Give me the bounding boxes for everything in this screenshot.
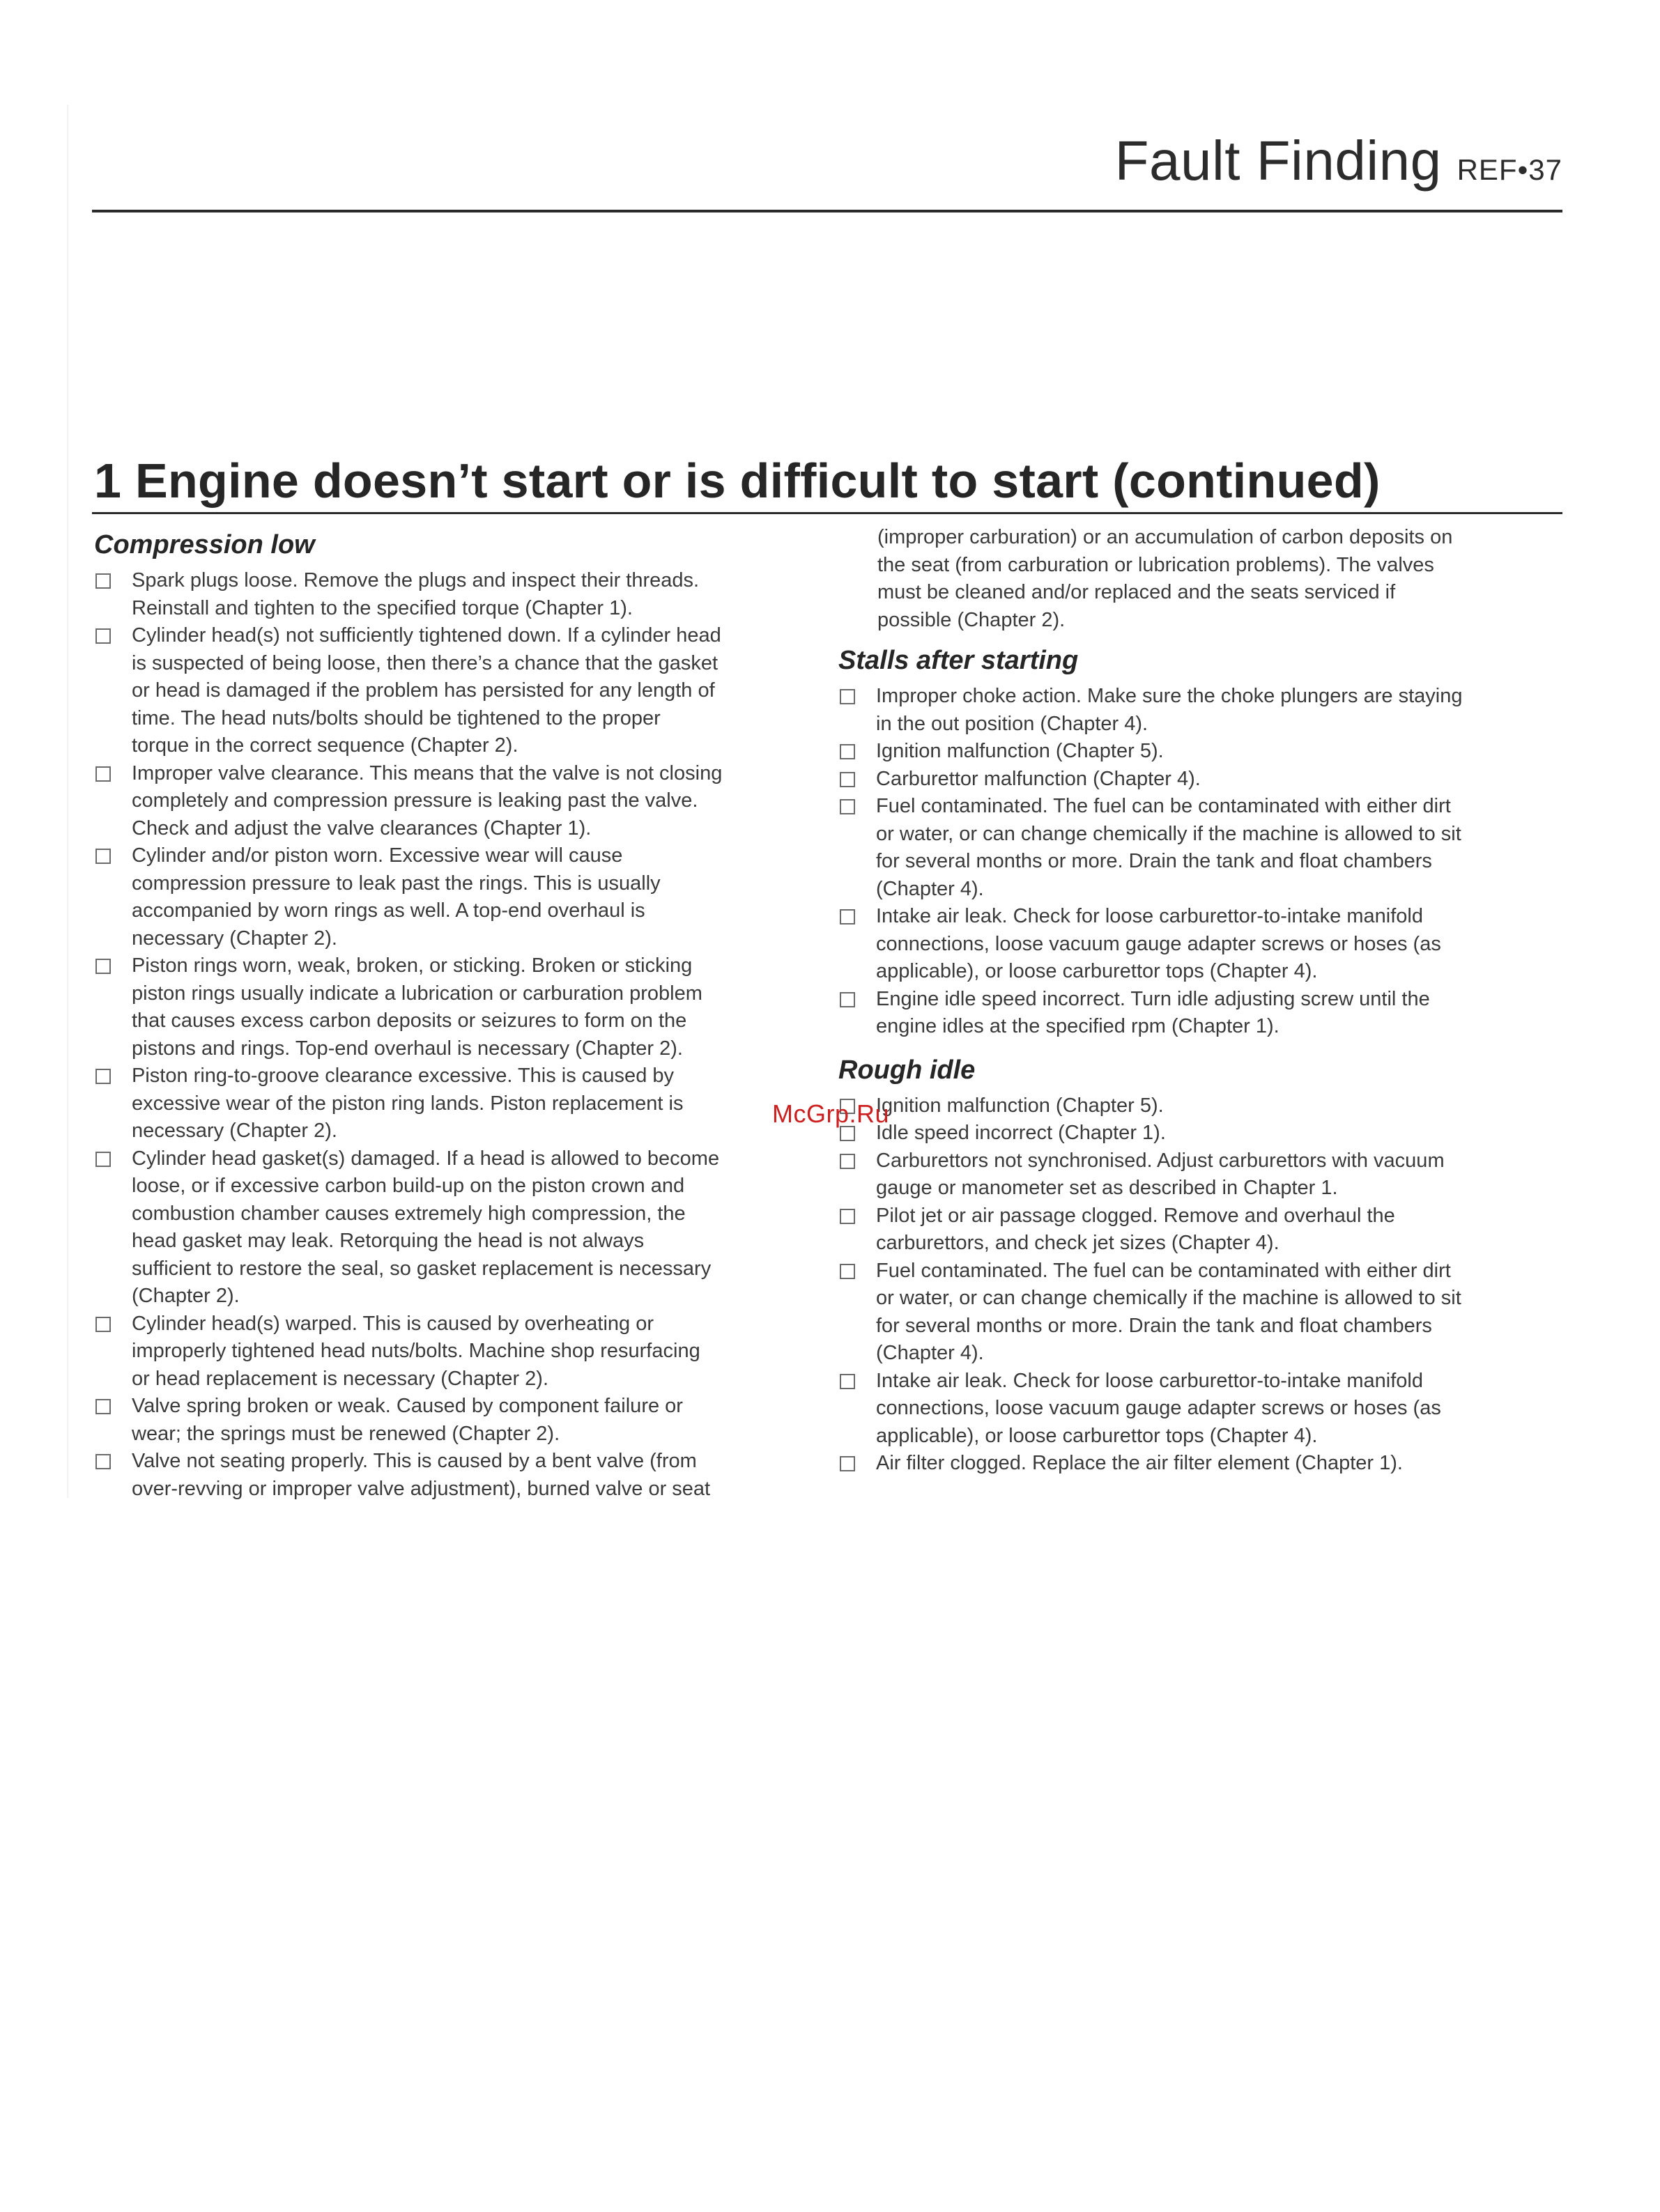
checklist-item <box>94 1393 812 1448</box>
text-line: excessive wear of the piston ring lands. Piston replacement is <box>132 1092 684 1115</box>
checklist-item-text <box>132 1062 812 1145</box>
checklist-item <box>838 766 1563 794</box>
checklist-item <box>838 1258 1563 1368</box>
right-sections <box>838 644 1563 1478</box>
checklist-item <box>838 793 1563 903</box>
subheading-stalls-after-starting: Stalls after starting <box>838 646 1079 675</box>
text-line: (improper carburation) or an accumulation of carbon deposits on <box>877 526 1453 548</box>
text-line: Idle speed incorrect (Chapter 1). <box>876 1122 1166 1144</box>
checklist-item-text <box>876 903 1563 986</box>
continued-paragraph <box>838 524 1563 634</box>
text-line: necessary (Chapter 2). <box>132 927 337 950</box>
text-line: time. The head nuts/bolts should be tightened to the proper <box>132 706 661 729</box>
text-line: engine idles at the specified rpm (Chapter 1). <box>876 1015 1279 1037</box>
text-line: Intake air leak. Check for loose carburettor-to-intake manifold <box>876 1369 1423 1392</box>
checklist-item <box>838 683 1563 738</box>
text-line: connections, loose vacuum gauge adapter screws or hoses (as <box>876 932 1441 955</box>
checkbox-icon[interactable] <box>95 573 111 589</box>
checkbox-icon[interactable] <box>95 849 111 864</box>
checklist-item-text <box>132 1145 812 1310</box>
checklist-rough-idle <box>838 1092 1563 1478</box>
text-line: in the out position (Chapter 4). <box>876 712 1148 735</box>
text-line: Cylinder head(s) warped. This is caused by overheating or <box>132 1312 654 1335</box>
checklist-item-text <box>876 766 1563 794</box>
checkbox-icon[interactable] <box>95 628 111 644</box>
text-line: Intake air leak. Check for loose carburettor-to-intake manifold <box>876 905 1423 927</box>
checklist-item-text <box>876 1147 1563 1202</box>
checklist-item <box>838 986 1563 1041</box>
checklist-item <box>94 1062 812 1145</box>
watermark: McGrp.Ru <box>772 1099 890 1128</box>
text-line: Cylinder and/or piston worn. Excessive wear will cause <box>132 844 623 867</box>
checklist-item-text <box>876 1202 1563 1258</box>
text-line: compression pressure to leak past the rings. This is usually <box>132 872 661 895</box>
text-line: (Chapter 4). <box>876 877 984 900</box>
text-line: for several months or more. Drain the tank and float chambers <box>876 850 1432 872</box>
checklist-item <box>838 1450 1563 1478</box>
checklist-item-text <box>876 738 1563 766</box>
subheading-rough-idle: Rough idle <box>838 1055 976 1085</box>
section-rule <box>92 512 1562 514</box>
page-reference: REF•37 <box>1457 153 1562 186</box>
section-title: 1 Engine doesn’t start or is difficult to start (continued) <box>94 454 1381 508</box>
checkbox-icon[interactable] <box>840 772 855 787</box>
text-line: connections, loose vacuum gauge adapter screws or hoses (as <box>876 1397 1441 1419</box>
checklist-item <box>838 1147 1563 1202</box>
text-line: Air filter clogged. Replace the air filter element (Chapter 1). <box>876 1452 1403 1474</box>
checkbox-icon[interactable] <box>95 1454 111 1469</box>
text-line: gauge or manometer set as described in Chapter 1. <box>876 1177 1338 1199</box>
text-line: Pilot jet or air passage clogged. Remove and overhaul the <box>876 1204 1395 1227</box>
text-line: Fuel contaminated. The fuel can be contaminated with either dirt <box>876 1259 1451 1282</box>
text-line: Fuel contaminated. The fuel can be contaminated with either dirt <box>876 795 1451 817</box>
checklist-item <box>94 1145 812 1310</box>
checklist-item-text <box>876 683 1563 738</box>
right-column <box>838 524 1563 1478</box>
text-line: piston rings usually indicate a lubrication or carburation problem <box>132 982 702 1005</box>
checklist-item-text <box>876 1092 1563 1120</box>
text-line: Improper choke action. Make sure the choke plungers are staying <box>876 685 1463 707</box>
text-line: Engine idle speed incorrect. Turn idle adjusting screw until the <box>876 987 1430 1010</box>
checkbox-icon[interactable] <box>95 959 111 974</box>
checklist-item <box>94 842 812 952</box>
text-line: sufficient to restore the seal, so gasket replacement is necessary <box>132 1257 712 1280</box>
subheading-compression-low: Compression low <box>94 530 315 559</box>
text-line: Piston ring-to-groove clearance excessive. This is caused by <box>132 1065 675 1087</box>
header-title: Fault Finding <box>1114 130 1442 192</box>
text-line: or water, or can change chemically if the machine is allowed to sit <box>876 1287 1461 1309</box>
checklist-item <box>838 738 1563 766</box>
checklist-item-text <box>132 622 812 760</box>
checkbox-icon[interactable] <box>840 799 855 814</box>
checkbox-icon[interactable] <box>840 689 855 704</box>
checklist-item-text <box>132 842 812 952</box>
checklist-item-text <box>132 1448 812 1503</box>
text-line: the seat (from carburation or lubrication problems). The valves <box>877 553 1434 576</box>
text-line: or head replacement is necessary (Chapter 2). <box>132 1367 549 1390</box>
checkbox-icon[interactable] <box>840 1456 855 1471</box>
checklist-item-text <box>132 1310 812 1393</box>
text-line: pistons and rings. Top-end overhaul is necessary (Chapter 2). <box>132 1037 683 1060</box>
text-line: Carburettor malfunction (Chapter 4). <box>876 767 1201 790</box>
text-line: Valve spring broken or weak. Caused by component failure or <box>132 1395 683 1417</box>
checklist-compression-low <box>94 567 812 1503</box>
text-line: is suspected of being loose, then there’s a chance that the gasket <box>132 651 718 674</box>
checklist-item <box>838 903 1563 986</box>
text-line: for several months or more. Drain the tank and float chambers <box>876 1314 1432 1337</box>
text-line: possible (Chapter 2). <box>877 608 1066 631</box>
checkbox-icon[interactable] <box>840 992 855 1007</box>
text-line: wear; the springs must be renewed (Chapter 2). <box>132 1422 560 1445</box>
checklist-item-text <box>132 952 812 1062</box>
left-column <box>94 516 812 1503</box>
checkbox-icon[interactable] <box>95 1152 111 1167</box>
text-line: or head is damaged if the problem has persisted for any length of <box>132 679 715 702</box>
text-line: combustion chamber causes extremely high compression, the <box>132 1202 686 1225</box>
text-line: that causes excess carbon deposits or seizures to form on the <box>132 1010 687 1032</box>
text-line: applicable), or loose carburettor tops (Chapter 4). <box>876 1424 1318 1447</box>
text-line: Spark plugs loose. Remove the plugs and inspect their threads. <box>132 569 700 591</box>
checklist-item-text <box>876 1120 1563 1147</box>
text-line: Improper valve clearance. This means that the valve is not closing <box>132 761 723 784</box>
checklist-item-text <box>876 1258 1563 1368</box>
checkbox-icon[interactable] <box>840 1209 855 1224</box>
text-line: Ignition malfunction (Chapter 5). <box>876 1094 1164 1117</box>
running-header <box>1115 129 1562 193</box>
checklist-item <box>94 760 812 843</box>
text-line: applicable), or loose carburettor tops (Chapter 4). <box>876 960 1318 982</box>
checklist-item <box>94 622 812 760</box>
checklist-item-text <box>132 1393 812 1448</box>
checklist-item <box>838 1120 1563 1147</box>
checklist-item <box>838 1368 1563 1451</box>
text-line: Carburettors not synchronised. Adjust carburettors with vacuum <box>876 1149 1445 1172</box>
checkbox-icon[interactable] <box>840 909 855 925</box>
text-line: Check and adjust the valve clearances (Chapter 1). <box>132 817 592 840</box>
header-rule <box>92 210 1562 212</box>
checkbox-icon[interactable] <box>95 766 111 782</box>
checklist-item <box>94 567 812 622</box>
checkbox-icon[interactable] <box>840 744 855 759</box>
text-line: carburettors, and check jet sizes (Chapter 4). <box>876 1232 1279 1254</box>
checklist-item-text <box>132 567 812 622</box>
text-line: must be cleaned and/or replaced and the seats serviced if <box>877 581 1396 603</box>
checkbox-icon[interactable] <box>95 1069 111 1084</box>
checklist-item-text <box>876 986 1563 1041</box>
checkbox-icon[interactable] <box>840 1374 855 1389</box>
checklist-item-text <box>876 793 1563 903</box>
text-line: loose, or if excessive carbon build-up on the piston crown and <box>132 1175 685 1197</box>
text-line: Reinstall and tighten to the specified torque (Chapter 1). <box>132 596 633 619</box>
checklist-item-text <box>876 1368 1563 1451</box>
checkbox-icon[interactable] <box>840 1264 855 1279</box>
text-line: completely and compression pressure is leaking past the valve. <box>132 789 698 812</box>
text-line: accompanied by worn rings as well. A top-end overhaul is <box>132 899 645 922</box>
checklist-item-text <box>876 1450 1563 1478</box>
text-line: improperly tightened head nuts/bolts. Machine shop resurfacing <box>132 1340 700 1362</box>
text-line: Cylinder head gasket(s) damaged. If a head is allowed to become <box>132 1147 720 1170</box>
checklist-stalls-after-starting <box>838 683 1563 1041</box>
checkbox-icon[interactable] <box>840 1154 855 1169</box>
text-line: Ignition malfunction (Chapter 5). <box>876 740 1164 762</box>
checkbox-icon[interactable] <box>95 1399 111 1414</box>
checklist-item <box>94 952 812 1062</box>
text-line: necessary (Chapter 2). <box>132 1120 337 1142</box>
text-line: torque in the correct sequence (Chapter 2). <box>132 734 518 757</box>
page-edge-shadow <box>67 105 69 1498</box>
text-line: over-revving or improper valve adjustment), burned valve or seat <box>132 1477 711 1500</box>
checklist-item <box>838 1202 1563 1258</box>
text-line: Valve not seating properly. This is caused by a bent valve (from <box>132 1450 697 1472</box>
text-line: (Chapter 4). <box>876 1342 984 1364</box>
text-line: Piston rings worn, weak, broken, or sticking. Broken or sticking <box>132 954 693 977</box>
text-line: or water, or can change chemically if the machine is allowed to sit <box>876 822 1461 845</box>
checklist-item <box>838 1092 1563 1120</box>
text-line: Cylinder head(s) not sufficiently tightened down. If a cylinder head <box>132 624 721 647</box>
checklist-item-text <box>132 760 812 843</box>
text-line: (Chapter 2). <box>132 1285 240 1307</box>
text-line: head gasket may leak. Retorquing the head is not always <box>132 1230 645 1252</box>
checkbox-icon[interactable] <box>95 1317 111 1332</box>
checklist-item <box>94 1448 812 1503</box>
checklist-item <box>94 1310 812 1393</box>
